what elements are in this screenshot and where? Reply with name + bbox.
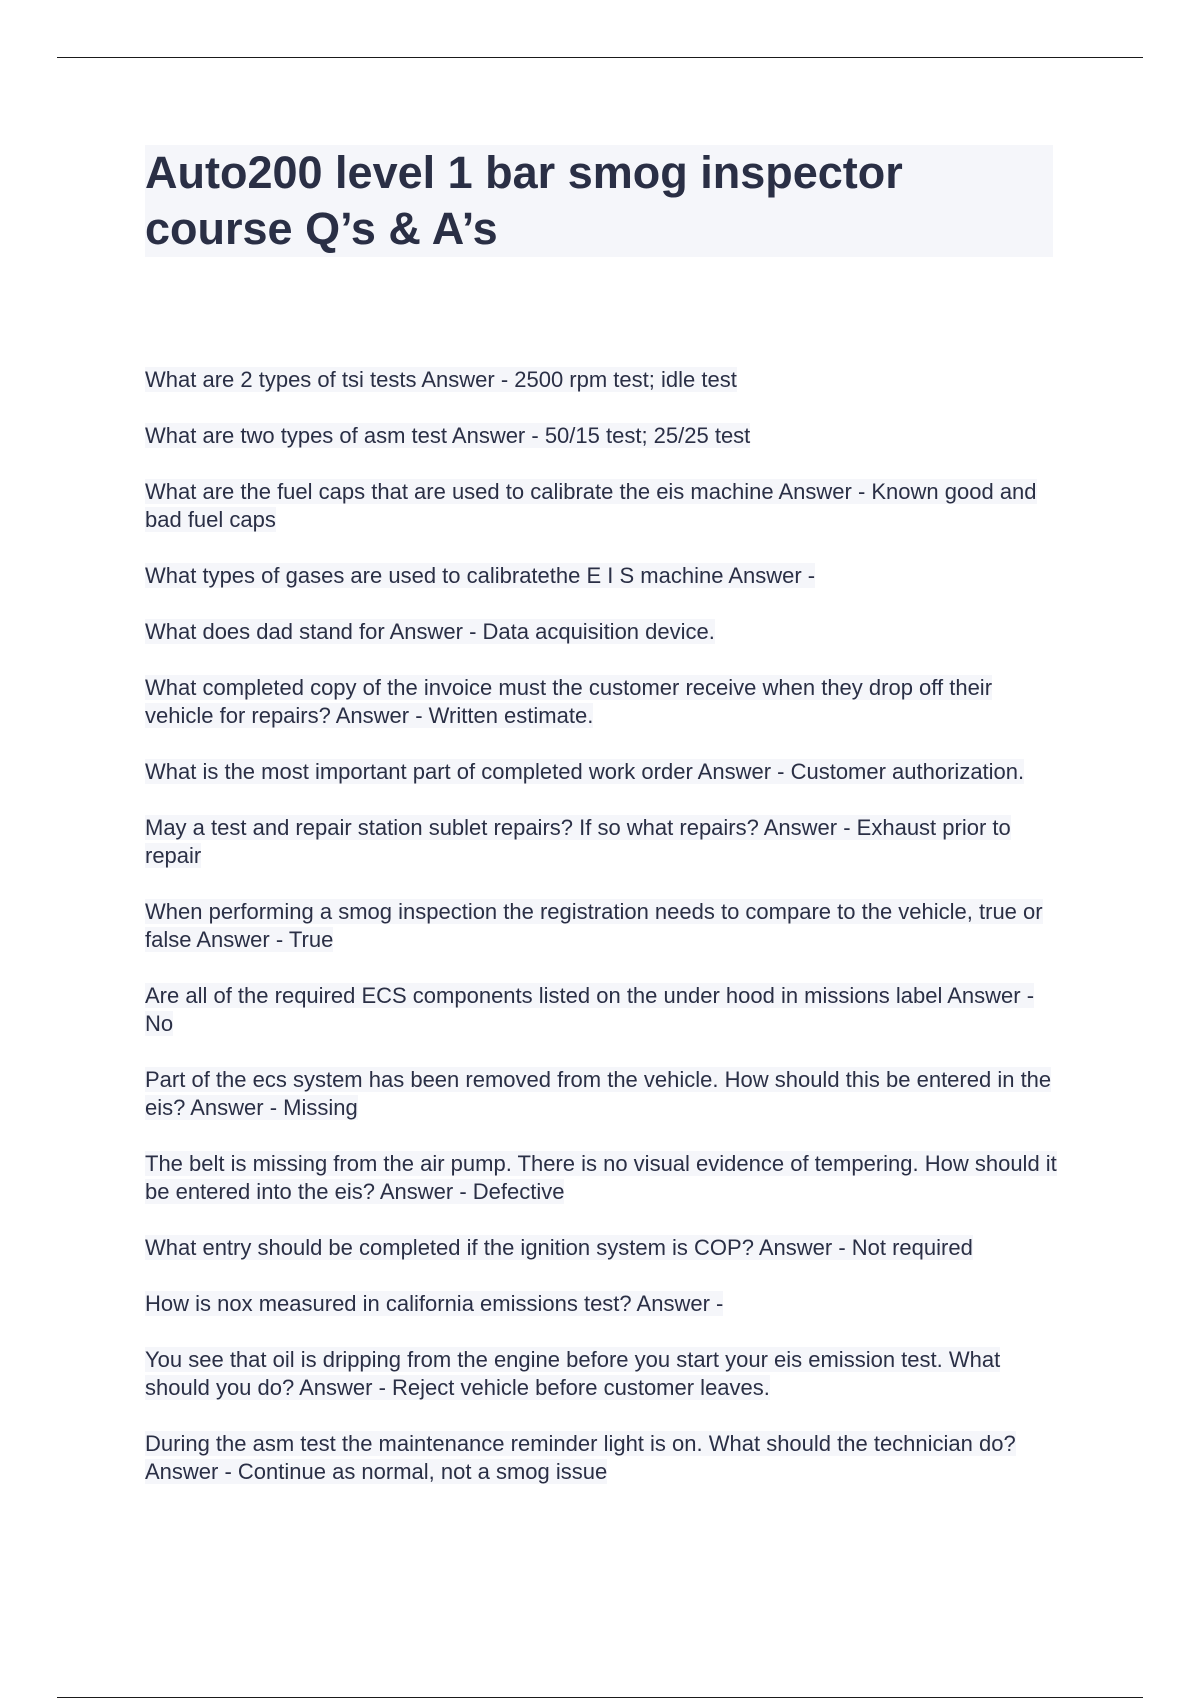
qa-text: What are two types of asm test Answer - 50/15 test; 25/25 test [145,423,751,448]
qa-text: What does dad stand for Answer - Data acquisition device. [145,619,715,644]
qa-text: How is nox measured in california emissions test? Answer - [145,1291,724,1316]
qa-item [145,478,1065,534]
qa-text: The belt is missing from the air pump. There is no visual evidence of tempering. How should it be entered into the eis? Answer - Defective [145,1151,1057,1204]
qa-text: What is the most important part of completed work order Answer - Customer authorization. [145,759,1025,784]
qa-item [145,898,1065,954]
qa-text: What types of gases are used to calibratethe E I S machine Answer - [145,563,816,588]
qa-text: What entry should be completed if the ignition system is COP? Answer - Not required [145,1235,973,1260]
qa-text: May a test and repair station sublet repairs? If so what repairs? Answer - Exhaust prior to repair [145,815,1011,868]
qa-item [145,1150,1065,1206]
page-title: Auto200 level 1 bar smog inspector course Q’s & A’s [145,147,903,254]
qa-text: Are all of the required ECS components listed on the under hood in missions label Answer - No [145,983,1035,1036]
qa-text: What are the fuel caps that are used to calibrate the eis machine Answer - Known good and bad fuel caps [145,479,1037,532]
top-divider [57,57,1143,58]
qa-item [145,1066,1065,1122]
qa-item [145,758,1065,786]
title-block [145,145,1053,257]
qa-item [145,422,1065,450]
qa-item [145,674,1065,730]
qa-item [145,618,1065,646]
qa-item [145,562,1065,590]
qa-item [145,982,1065,1038]
qa-item [145,1290,1065,1318]
qa-text: During the asm test the maintenance reminder light is on. What should the technician do? Answer - Continue as normal, not a smog issue [145,1431,1016,1484]
qa-text: What are 2 types of tsi tests Answer - 2500 rpm test; idle test [145,367,737,392]
qa-item [145,366,1065,394]
bottom-divider [57,1697,1143,1698]
qa-item [145,814,1065,870]
qa-item [145,1430,1065,1486]
qa-item [145,1346,1065,1402]
qa-text: You see that oil is dripping from the engine before you start your eis emission test. What should you do? Answer - Reject vehicle before customer leaves. [145,1347,1001,1400]
qa-text: What completed copy of the invoice must the customer receive when they drop off their vehicle for repairs? Answer - Written estimate. [145,675,993,728]
qa-text: Part of the ecs system has been removed from the vehicle. How should this be entered in the eis? Answer - Missing [145,1067,1052,1120]
qa-list [145,366,1065,1514]
qa-text: When performing a smog inspection the registration needs to compare to the vehicle, true or false Answer - True [145,899,1043,952]
qa-item [145,1234,1065,1262]
